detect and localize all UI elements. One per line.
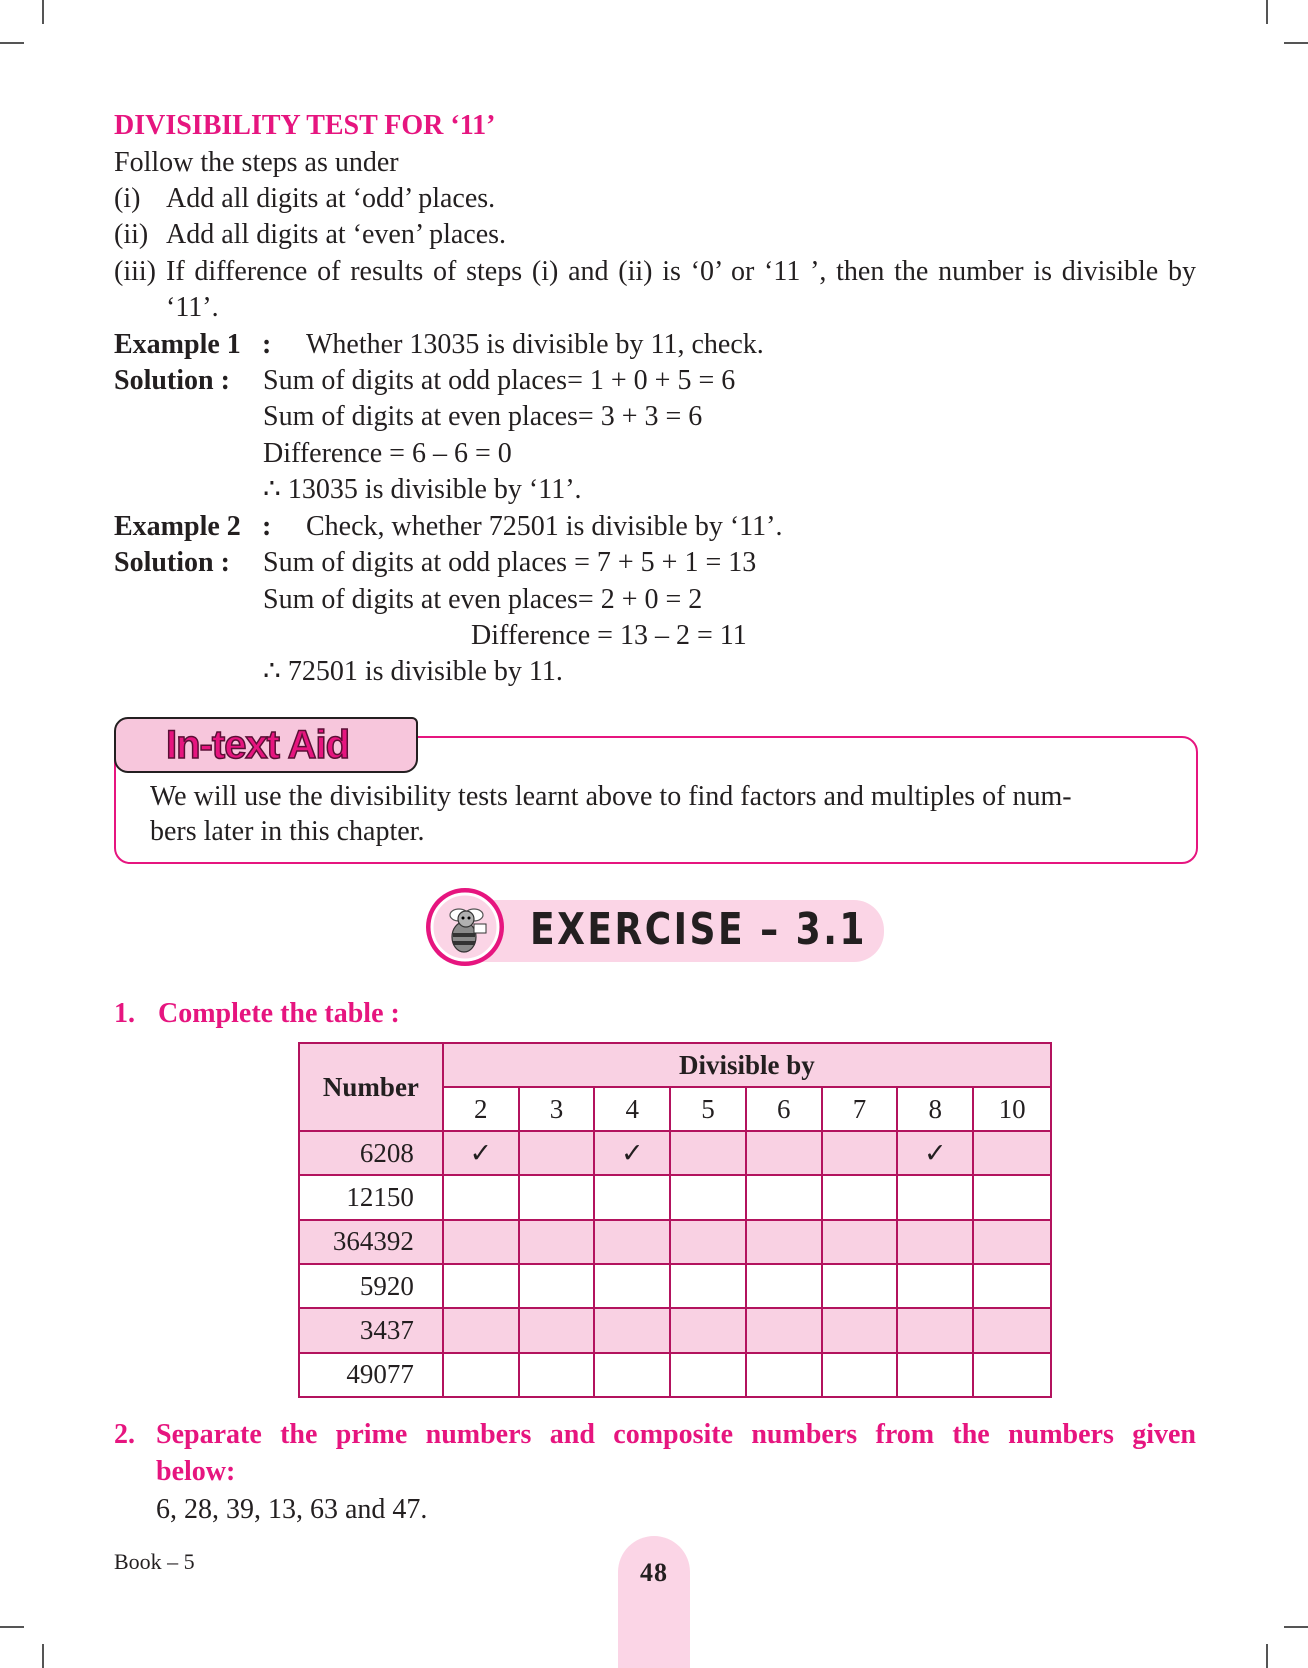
check-cell[interactable] — [746, 1220, 822, 1264]
check-cell[interactable] — [822, 1264, 898, 1308]
check-cell[interactable] — [897, 1175, 973, 1219]
solution-line: Sum of digits at odd places= 1 + 0 + 5 = 6 — [263, 365, 736, 396]
page-number: 48 — [640, 1558, 668, 1587]
section-title: DIVISIBILITY TEST FOR ‘11’ — [114, 110, 496, 141]
solution-line: ∴ 72501 is divisible by 11. — [263, 656, 563, 687]
check-cell[interactable] — [822, 1175, 898, 1219]
divisor-header: 10 — [973, 1087, 1051, 1131]
page-tab — [618, 1536, 690, 1668]
step-number: (iii) — [114, 256, 156, 287]
table-row — [299, 1131, 1051, 1175]
check-cell[interactable] — [594, 1308, 670, 1352]
divisor-header: 2 — [443, 1087, 519, 1131]
intext-aid-title: In-text Aid — [166, 723, 350, 767]
divisor-header: 3 — [519, 1087, 595, 1131]
check-cell[interactable] — [822, 1131, 898, 1175]
solution-line: Difference = 6 – 6 = 0 — [263, 438, 512, 469]
example-colon: : — [262, 511, 272, 542]
divisible-by-header: Divisible by — [443, 1043, 1051, 1087]
table-row — [299, 1353, 1051, 1397]
q2-text: Separate the prime numbers and composite numbers from the numbers given — [156, 1419, 1196, 1450]
check-cell[interactable] — [670, 1353, 746, 1397]
check-cell[interactable] — [519, 1353, 595, 1397]
check-cell[interactable] — [670, 1131, 746, 1175]
crop-mark — [1284, 1626, 1308, 1628]
intro-text: Follow the steps as under — [114, 147, 399, 178]
check-cell[interactable] — [519, 1175, 595, 1219]
table-row — [299, 1175, 1051, 1219]
check-cell[interactable] — [822, 1308, 898, 1352]
divisibility-table — [298, 1042, 1052, 1398]
check-cell[interactable]: ✓ — [443, 1131, 519, 1175]
solution-label: Solution : — [114, 547, 230, 578]
check-cell[interactable] — [594, 1264, 670, 1308]
q1-text: Complete the table : — [158, 998, 400, 1029]
crop-mark — [1284, 42, 1308, 44]
row-number: 364392 — [299, 1220, 443, 1264]
check-cell[interactable] — [519, 1220, 595, 1264]
check-cell[interactable] — [746, 1308, 822, 1352]
solution-line: Difference = 13 – 2 = 11 — [471, 620, 747, 651]
q2-text-continued: below: — [156, 1456, 236, 1487]
check-cell[interactable] — [519, 1308, 595, 1352]
q2-number: 2. — [114, 1419, 135, 1450]
step-text: If difference of results of steps (i) and (ii) is ‘0’ or ‘11 ’, then the number is divisible by — [166, 256, 1196, 287]
divisor-header: 6 — [746, 1087, 822, 1131]
step-text: Add all digits at ‘even’ places. — [166, 219, 507, 250]
crop-mark — [0, 42, 24, 44]
table-row — [299, 1220, 1051, 1264]
intext-aid-tab — [114, 717, 418, 773]
q1-number: 1. — [114, 998, 135, 1029]
row-number: 12150 — [299, 1175, 443, 1219]
solution-line: Sum of digits at even places= 3 + 3 = 6 — [263, 401, 703, 432]
check-cell[interactable] — [973, 1308, 1051, 1352]
check-cell[interactable] — [594, 1220, 670, 1264]
check-cell[interactable] — [973, 1131, 1051, 1175]
check-cell[interactable] — [973, 1175, 1051, 1219]
check-cell[interactable] — [594, 1175, 670, 1219]
intext-aid-line: bers later in this chapter. — [150, 816, 425, 847]
example-question: Whether 13035 is divisible by 11, check. — [306, 329, 764, 360]
number-header: Number — [299, 1043, 443, 1131]
row-number: 49077 — [299, 1353, 443, 1397]
check-cell[interactable] — [594, 1353, 670, 1397]
example-label: Example 2 — [114, 511, 241, 542]
check-cell[interactable] — [746, 1175, 822, 1219]
check-cell[interactable] — [973, 1264, 1051, 1308]
check-cell[interactable] — [897, 1353, 973, 1397]
check-cell[interactable] — [822, 1220, 898, 1264]
check-cell[interactable] — [443, 1220, 519, 1264]
example-colon: : — [262, 329, 272, 360]
check-cell[interactable] — [670, 1264, 746, 1308]
check-cell[interactable] — [746, 1264, 822, 1308]
step-number: (i) — [114, 183, 141, 214]
crop-mark — [42, 1644, 44, 1668]
check-cell[interactable] — [670, 1220, 746, 1264]
check-cell[interactable] — [443, 1308, 519, 1352]
divisor-header: 7 — [822, 1087, 898, 1131]
row-number: 6208 — [299, 1131, 443, 1175]
example-question: Check, whether 72501 is divisible by ‘11’. — [306, 511, 783, 542]
q2-numbers: 6, 28, 39, 13, 63 and 47. — [156, 1494, 428, 1525]
solution-line: Sum of digits at odd places = 7 + 5 + 1 = 13 — [263, 547, 757, 578]
check-cell[interactable] — [822, 1353, 898, 1397]
crop-mark — [42, 0, 44, 24]
check-cell[interactable] — [973, 1220, 1051, 1264]
example-label: Example 1 — [114, 329, 241, 360]
solution-line: ∴ 13035 is divisible by ‘11’. — [263, 474, 582, 505]
divisor-header: 5 — [670, 1087, 746, 1131]
intext-aid-line: We will use the divisibility tests learnt above to find factors and multiples of num- — [150, 781, 1072, 812]
solution-line: Sum of digits at even places= 2 + 0 = 2 — [263, 584, 703, 615]
check-cell[interactable]: ✓ — [594, 1131, 670, 1175]
crop-mark — [1266, 1644, 1268, 1668]
step-text: Add all digits at ‘odd’ places. — [166, 183, 496, 214]
table-row — [299, 1308, 1051, 1352]
check-cell[interactable] — [443, 1264, 519, 1308]
step-text-continued: ‘11’. — [166, 292, 219, 323]
bee-icon — [426, 888, 504, 966]
check-cell[interactable] — [897, 1308, 973, 1352]
book-label: Book – 5 — [114, 1549, 195, 1574]
check-cell[interactable] — [746, 1353, 822, 1397]
exercise-badge — [426, 888, 504, 966]
solution-label: Solution : — [114, 365, 230, 396]
check-cell[interactable] — [670, 1308, 746, 1352]
crop-mark — [1266, 0, 1268, 24]
row-number: 5920 — [299, 1264, 443, 1308]
check-cell[interactable] — [973, 1353, 1051, 1397]
check-cell[interactable]: ✓ — [897, 1131, 973, 1175]
exercise-title: EXERCISE – 3.1 — [530, 904, 867, 955]
row-number: 3437 — [299, 1308, 443, 1352]
check-cell[interactable] — [519, 1264, 595, 1308]
check-cell[interactable] — [897, 1220, 973, 1264]
check-cell[interactable] — [897, 1264, 973, 1308]
check-cell[interactable] — [519, 1131, 595, 1175]
table-row — [299, 1264, 1051, 1308]
check-cell[interactable] — [746, 1131, 822, 1175]
step-number: (ii) — [114, 219, 149, 250]
check-cell[interactable] — [443, 1353, 519, 1397]
check-cell[interactable] — [670, 1175, 746, 1219]
divisor-header: 8 — [897, 1087, 973, 1131]
crop-mark — [0, 1626, 24, 1628]
divisor-header: 4 — [594, 1087, 670, 1131]
check-cell[interactable] — [443, 1175, 519, 1219]
